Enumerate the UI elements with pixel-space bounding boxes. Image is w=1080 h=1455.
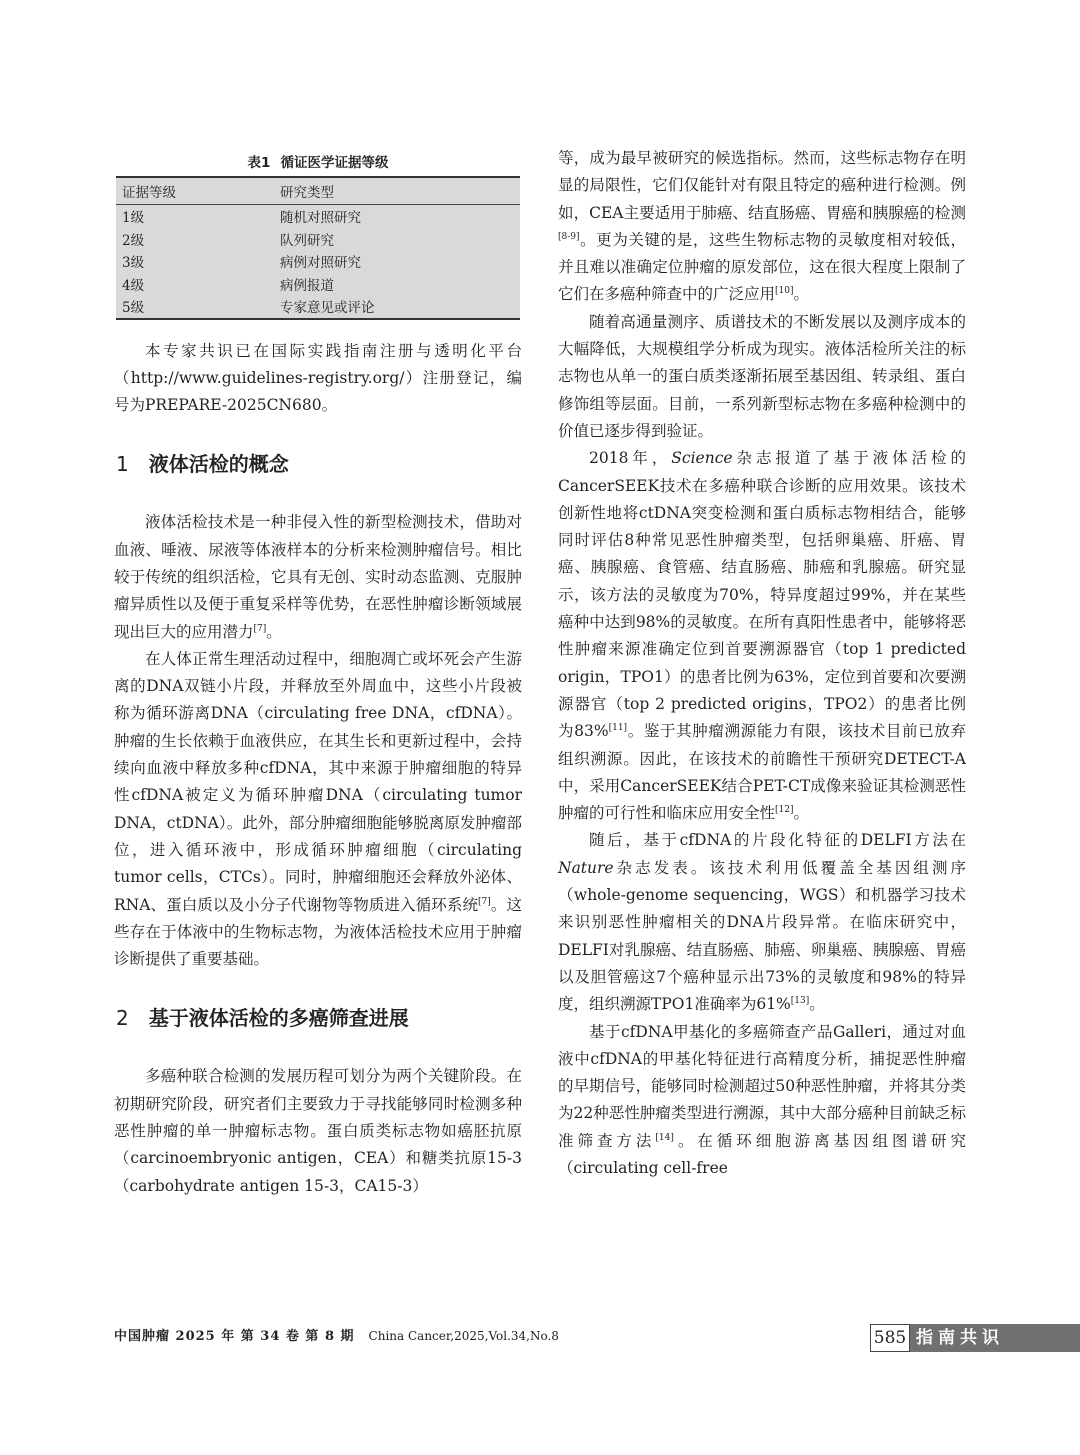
table-header-level: 证据等级 — [116, 177, 280, 205]
table-cell: 1级 — [122, 210, 145, 227]
citation-ref: [14] — [655, 1132, 674, 1143]
table-row — [116, 273, 520, 296]
citation-ref: [7] — [253, 623, 267, 634]
section-title: 基于液体活检的多癌筛查进展 — [148, 1006, 409, 1031]
paragraph-text: 随后，基于cfDNA的片段化特征的DELFI方法在 — [589, 831, 966, 850]
citation-ref: [13] — [790, 996, 810, 1007]
paragraph-protein-markers — [558, 145, 966, 309]
table-row — [116, 228, 520, 251]
paragraph-text: 杂志发表。该技术利用低覆盖全基因组测序（whole-genome sequencing，WGS）和机器学习技术来识别恶性肿瘤相关的DNA片段异常。在临床研究中，DELFI对乳腺癌、结直肠癌、肺癌、卵巢癌、胰腺癌、胃癌以及胆管癌这7个癌种显示出73%的灵敏度和98%的特异度，组织溯源TPO1准确率为61% — [558, 858, 966, 1014]
registration-paragraph: 本专家共识已在国际实践指南注册与透明化平台（http://www.guidelines-registry.org/）注册登记，编号为PREPARE-2025CN680。 — [114, 341, 522, 415]
paragraph-text: 液体活检技术是一种非侵入性的新型检测技术，借助对血液、唾液、尿液等体液样本的分析来检测肿瘤信号。相比较于传统的组织活检，它具有无创、实时动态监测、克服肿瘤异质性以及便于重复采样等优势，在恶性肿瘤诊断领域展现出巨大的应用潜力 — [114, 513, 522, 641]
table-cell: 3级 — [122, 255, 145, 272]
table-title: 循证医学证据等级 — [280, 155, 389, 171]
citation-ref: [10] — [775, 286, 794, 297]
journal-name: Nature — [558, 858, 614, 877]
citation-ref: [12] — [775, 805, 794, 816]
journal-footer — [114, 1326, 559, 1346]
page-number: 585 — [870, 1324, 910, 1352]
paragraph-text: 。在循环细胞游离基因组图谱研究（circulating cell-free — [558, 1131, 966, 1177]
table-cell: 2级 — [122, 232, 145, 249]
paragraph-cfdna — [114, 646, 522, 974]
right-column — [558, 145, 966, 1182]
table-cell: 专家意见或评论 — [280, 295, 520, 319]
section-number: 2 — [116, 1006, 129, 1031]
citation-ref: [7] — [478, 896, 491, 907]
table-cell: 4级 — [122, 277, 145, 294]
paragraph-text: 。 — [793, 285, 810, 304]
journal-name: Science — [671, 449, 733, 468]
paragraph-high-throughput: 随着高通量测序、质谱技术的不断发展以及测序成本的大幅降低，大规模组学分析成为现实。液体活检所关注的标志物也从单一的蛋白质类逐渐拓展至基因组、转录组、蛋白修饰组等层面。目前，一系列新型标志物在多癌种检测中的价值已逐步得到验证。 — [558, 312, 966, 440]
section-title: 液体活检的概念 — [148, 452, 289, 477]
evidence-level-table — [116, 176, 520, 320]
section-number: 1 — [116, 452, 129, 477]
paragraph-liquid-biopsy-intro — [114, 509, 522, 645]
paragraph-cancerseek — [558, 445, 966, 827]
paragraph-text: 。 — [266, 622, 282, 641]
paragraph-text: 2018年， — [589, 449, 672, 468]
table-cell: 病例对照研究 — [280, 255, 361, 272]
paragraph-delfi — [558, 827, 966, 1018]
table-header-row — [116, 177, 520, 205]
paragraph-text: 。 — [793, 804, 810, 823]
table-number: 表1 — [247, 155, 271, 171]
table-cell: 5级 — [116, 295, 280, 319]
table-row — [116, 295, 520, 319]
citation-ref: [11] — [608, 723, 628, 734]
section-heading-2 — [116, 1003, 522, 1033]
table-cell: 随机对照研究 — [280, 210, 361, 227]
section-heading-1 — [116, 449, 522, 479]
table-caption — [114, 150, 522, 176]
paragraph-text: 。鉴于其肿瘤溯源能力有限，该技术目前已放弃组织溯源。因此，在该技术的前瞻性干预研究DETECT-A中，采用CancerSEEK结合PET-CT成像来验证其检测恶性肿瘤的可行性和临床应用安全性 — [558, 722, 966, 823]
paragraph-text: 基于cfDNA甲基化的多癌筛查产品Galleri，通过对血液中cfDNA的甲基化特征进行高精度分析，捕捉恶性肿瘤的早期信号，能够同时检测超过50种恶性肿瘤，并将其分类为22种恶性肿瘤类型进行溯源，其中大部分癌种目前缺乏标准筛查方法 — [558, 1022, 966, 1150]
paragraph-text: 在人体正常生理活动过程中，细胞凋亡或坏死会产生游离的DNA双链小片段，并释放至外周血中，这些小片段被称为循环游离DNA（circulating free DNA，cfDNA）。肿瘤的生长依赖于血液供应，在其生长和更新过程中，会持续向血液中释放多种cfDNA，其中来源于肿瘤细胞的特异性cfDNA被定义为循环肿瘤DNA（circulating tumor DNA，ctDNA）。此外，部分肿瘤细胞能够脱离原发肿瘤部位，进入循环液中，形成循环肿瘤细胞（circulating tumor cells，CTCs）。同时，肿瘤细胞还会释放外泌体、RNA、蛋白质以及小分子代谢物等物质进入循环系统 — [114, 649, 522, 914]
table-cell: 病例报道 — [280, 277, 334, 294]
paragraph-text: 。 — [809, 995, 825, 1014]
journal-name-en: China Cancer,2025,Vol.34,No.8 — [368, 1329, 559, 1343]
citation-ref: [8-9] — [558, 231, 580, 242]
paragraph-text: 杂志报道了基于液体活检的CancerSEEK技术在多癌种联合诊断的应用效果。该技术创新性地将ctDNA突变检测和蛋白质标志物相结合，能够同时评估8种常见恶性肿瘤类型，包括卵巢癌、肝癌、胃癌、胰腺癌、食管癌、结直肠癌、肺癌和乳腺癌。研究显示，该方法的灵敏度为70%，特异度超过99%，并在某些癌种中达到98%的灵敏度。在所有真阳性患者中，能够将恶性肿瘤来源准确定位到首要溯源器官（top 1 predicted origin，TPO1）的患者比例为63%，定位到首要和次要溯源器官（top 2 predicted origins，TPO2）的患者比例为83% — [558, 449, 966, 741]
table-cell: 队列研究 — [280, 232, 334, 249]
paragraph-galleri — [558, 1019, 966, 1183]
table-row — [116, 205, 520, 228]
paragraph-text: 等，成为最早被研究的候选指标。然而，这些标志物存在明显的局限性，它们仅能针对有限且特定的癌种进行检测。例如，CEA主要适用于肺癌、结直肠癌、胃癌和胰腺癌的检测 — [558, 149, 966, 222]
paragraph-text: 。这些存在于体液中的生物标志物，为液体活检技术应用于肿瘤诊断提供了重要基础。 — [114, 895, 522, 969]
paragraph-multicancer-history: 多癌种联合检测的发展历程可划分为两个关键阶段。在初期研究阶段，研究者们主要致力于寻找能够同时检测多种恶性肿瘤的单一肿瘤标志物。蛋白质类标志物如癌胚抗原（carcinoembryonic antigen，CEA）和糖类抗原15-3（carbohydrate antigen 15-3，CA15-3） — [114, 1067, 522, 1195]
section-tag: 指南共识 — [910, 1324, 1080, 1352]
table-row — [116, 250, 520, 273]
paragraph-text: 。更为关键的是，这些生物标志物的灵敏度相对较低，并且难以准确定位肿瘤的原发部位，这在很大程度上限制了它们在多癌种筛查中的广泛应用 — [558, 230, 966, 304]
journal-name-cn: 中国肿瘤 2025 年 第 34 卷 第 8 期 — [114, 1329, 355, 1344]
left-column — [114, 150, 522, 1200]
table-header-study-type: 研究类型 — [280, 177, 520, 205]
